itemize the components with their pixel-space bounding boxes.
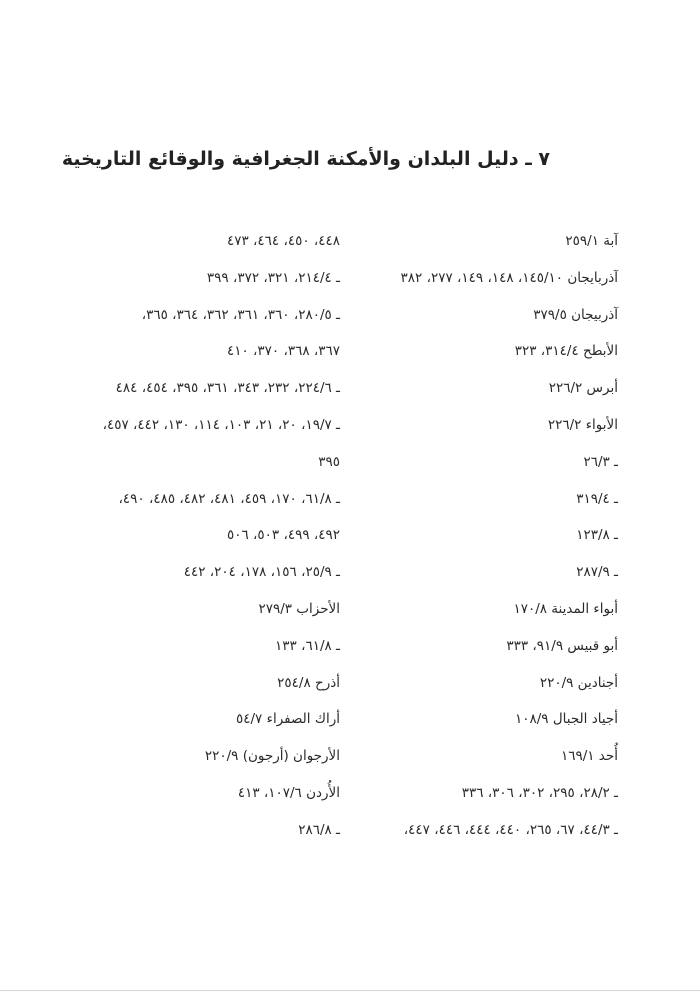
index-entry: ـ ٢٦/٣	[583, 453, 618, 470]
index-entry: ـ ٢١٤/٤، ٣٢١، ٣٧٢، ٣٩٩	[206, 269, 340, 286]
index-entry: ـ ٢٥/٩، ١٥٦، ١٧٨، ٢٠٤، ٤٤٢	[183, 564, 340, 581]
index-entry: الأُردن ١٠٧/٦، ٤١٣	[237, 784, 340, 801]
index-entry: أبو قبيس ٩١/٩، ٣٣٣	[506, 637, 618, 654]
index-entry: ـ ١٩/٧، ٢٠، ٢١، ١٠٣، ١١٤، ١٣٠، ٤٤٢، ٤٥٧،	[102, 416, 340, 433]
index-entry: ـ ٢٨/٢، ٢٩٥، ٣٠٢، ٣٠٦، ٣٣٦	[461, 784, 618, 801]
index-entry: أجياد الجبال ١٠٨/٩	[514, 711, 618, 728]
index-column-right	[356, 228, 618, 854]
index-entry: ٤٩٢، ٤٩٩، ٥٠٣، ٥٠٦	[226, 527, 340, 544]
index-entry: آذربيجان ٣٧٩/٥	[533, 306, 618, 323]
index-entry: ٤٤٨، ٤٥٠، ٤٦٤، ٤٧٣	[226, 233, 340, 249]
index-entry: ٣٩٥	[318, 453, 340, 470]
index-entry: آبة ٢٥٩/١	[565, 233, 618, 249]
index-entry: ـ ٢٨٧/٩	[576, 564, 618, 581]
page-bottom-divider	[0, 990, 700, 991]
index-entry: ـ ٣١٩/٤	[576, 490, 618, 507]
index-entry: أراك الصفراء ٥٤/٧	[236, 711, 340, 728]
index-entry: ـ ٢٨٠/٥، ٣٦٠، ٣٦١، ٣٦٢، ٣٦٤، ٣٦٥،	[141, 306, 340, 323]
index-entry: ـ ٤٤/٣، ٦٧، ٢٦٥، ٤٤٠، ٤٤٤، ٤٤٦، ٤٤٧،	[403, 821, 618, 838]
index-entry: أبرس ٢٢٦/٢	[548, 380, 618, 397]
index-entry: ـ ٢٢٤/٦، ٢٣٢، ٣٤٣، ٣٦١، ٣٩٥، ٤٥٤، ٤٨٤	[115, 380, 340, 397]
index-entry: ـ ١٢٣/٨	[576, 527, 618, 544]
chapter-heading: ٧ ـ دليل البلدان والأمكنة الجغرافية والوقائع التاريخية	[61, 148, 550, 170]
index-entry: ـ ٦١/٨، ١٣٣	[275, 637, 340, 654]
index-entry: الأرجوان (أرجون) ٢٢٠/٩	[204, 748, 340, 765]
index-entry: ٣٦٧، ٣٦٨، ٣٧٠، ٤١٠	[226, 343, 340, 360]
index-entry: أجنادين ٢٢٠/٩	[539, 674, 618, 691]
index-entry: آذربايجان ١٤٥/١٠، ١٤٨، ١٤٩، ٢٧٧، ٣٨٢	[400, 269, 618, 286]
index-entry: الأبواء ٢٢٦/٢	[547, 416, 618, 433]
place-index	[96, 228, 618, 868]
index-entry: الأحزاب ٢٧٩/٣	[258, 600, 340, 617]
index-entry: أبواء المدينة ١٧٠/٨	[513, 600, 618, 617]
index-entry: أذرح ٢٥٤/٨	[277, 674, 340, 691]
index-column-left	[92, 228, 340, 854]
index-entry: الأبطح ٣١٤/٤، ٣٢٣	[514, 343, 618, 360]
index-entry: ـ ٢٨٦/٨	[298, 821, 340, 838]
index-entry: ـ ٦١/٨، ١٧٠، ٤٥٩، ٤٨١، ٤٨٢، ٤٨٥، ٤٩٠،	[118, 490, 340, 507]
index-entry: أُحد ١٦٩/١	[560, 748, 618, 765]
